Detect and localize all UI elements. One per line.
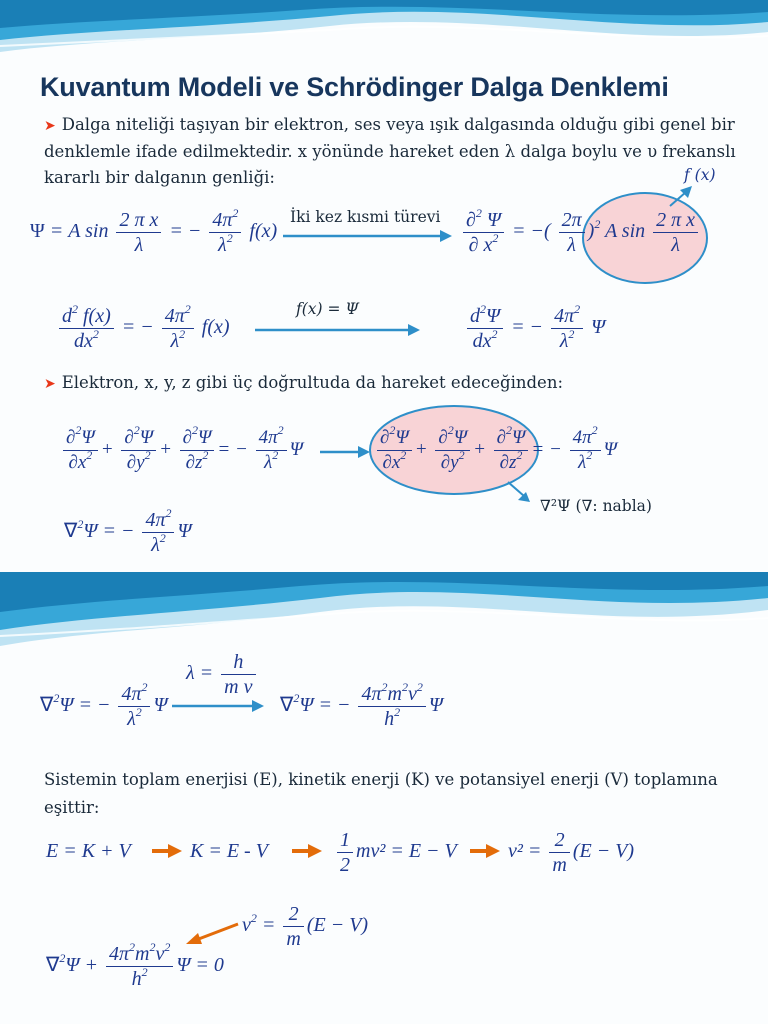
laplacian-equation-2: ∇$^2$Ψ = − $\frac{4\pi^2}{\lambda^2}$ Ψ xyxy=(40,680,168,730)
fx-label: f (x) xyxy=(684,166,716,184)
three-dimensions-paragraph: ➤ Elektron, x, y, z gibi üç doğrultuda da hareket edeceğinden: xyxy=(44,373,564,392)
substitution-label: f(x) = Ψ xyxy=(296,300,360,318)
intro-line-2: denklemle ifade edilmektedir. x yönünde hareket eden λ dalga boylu ve υ frekanslı xyxy=(44,142,736,161)
laplacian-equation: ∇$^2$Ψ = − $\frac{4\pi^2}{\lambda^2}$ Ψ xyxy=(64,506,192,556)
wave-amplitude-equation: Ψ = A sin $\frac{\text{2 π x}}{\lambda}$ = − $\frac{4\pi^2}{\lambda^2}$ f(x) xyxy=(30,206,278,256)
intro-line-3: kararlı bir dalganın genliği: xyxy=(44,168,275,187)
second-partial-derivative-equation: $\frac{\partial^2 \Psi}{\partial x^2}$ = −( $\frac{2\pi}{\lambda}$ )$^2$ A sin $\frac{\text{2 π x}}{\lambda}$ xyxy=(460,208,701,257)
schrodinger-equation: ∇$^2$Ψ + $\frac{4\pi^2m^2v^2}{h^2}$ Ψ = 0 xyxy=(46,940,224,990)
three-d-wave-equation-highlighted: $\frac{\partial^2\Psi}{\partial x^2}$ + $\frac{\partial^2\Psi}{\partial y^2}$ + $\frac{\partial^2\Psi}{\partial z^2}$ = − $\frac{4\pi^2}{\lambda^2}$ Ψ xyxy=(374,426,617,475)
nabla-label: ∇²Ψ (∇: nabla) xyxy=(540,497,652,515)
velocity-squared-equation: v² = $\frac{2}{m}$ (E − V) xyxy=(508,829,635,876)
energy-paragraph: Sistemin toplam enerjisi (E), kinetik enerji (K) ve potansiyel enerji (V) toplamına eşittir: xyxy=(44,770,718,817)
laplacian-momentum-equation: ∇$^2$Ψ = − $\frac{4\pi^2m^2v^2}{h^2}$ Ψ xyxy=(280,680,443,730)
slide-2 xyxy=(0,572,768,1024)
half-mv2-equation: $\frac{1}{2}$ mv² = E − V xyxy=(334,828,457,877)
partial-derivative-label: İki kez kısmi türevi xyxy=(290,208,441,226)
bullet-arrow-icon: ➤ xyxy=(44,118,56,134)
bullet-arrow-icon: ➤ xyxy=(44,376,56,392)
total-energy-equation: E = K + V xyxy=(46,840,131,862)
three-d-wave-equation: $\frac{\partial^2\Psi}{\partial x^2}$ + $\frac{\partial^2\Psi}{\partial y^2}$ + $\frac{\partial^2\Psi}{\partial z^2}$ = − $\frac{4\pi^2}{\lambda^2}$ Ψ xyxy=(60,426,303,475)
velocity-squared-equation-repeat: $v^2$ = $\frac{2}{m}$ (E − V) xyxy=(242,903,369,950)
slide-title: Kuvantum Modeli ve Schrödinger Dalga Denklemi xyxy=(40,72,669,102)
kinetic-energy-equation: K = E - V xyxy=(190,840,268,862)
intro-line-1: Dalga niteliği taşıyan bir elektron, ses veya ışık dalgasında olduğu gibi genel bir xyxy=(61,115,735,134)
de-broglie-relation: λ = $\frac{h}{\text{m v}}$ xyxy=(186,650,259,699)
psi-second-derivative-equation: $\frac{d^2\Psi}{dx^2}$ = − $\frac{4\pi^2}{\lambda^2}$ Ψ xyxy=(464,304,605,353)
fx-second-derivative-equation: $\frac{d^2 f(x)}{dx^2}$ = − $\frac{4\pi^2}{\lambda^2}$ f(x) xyxy=(56,304,230,353)
